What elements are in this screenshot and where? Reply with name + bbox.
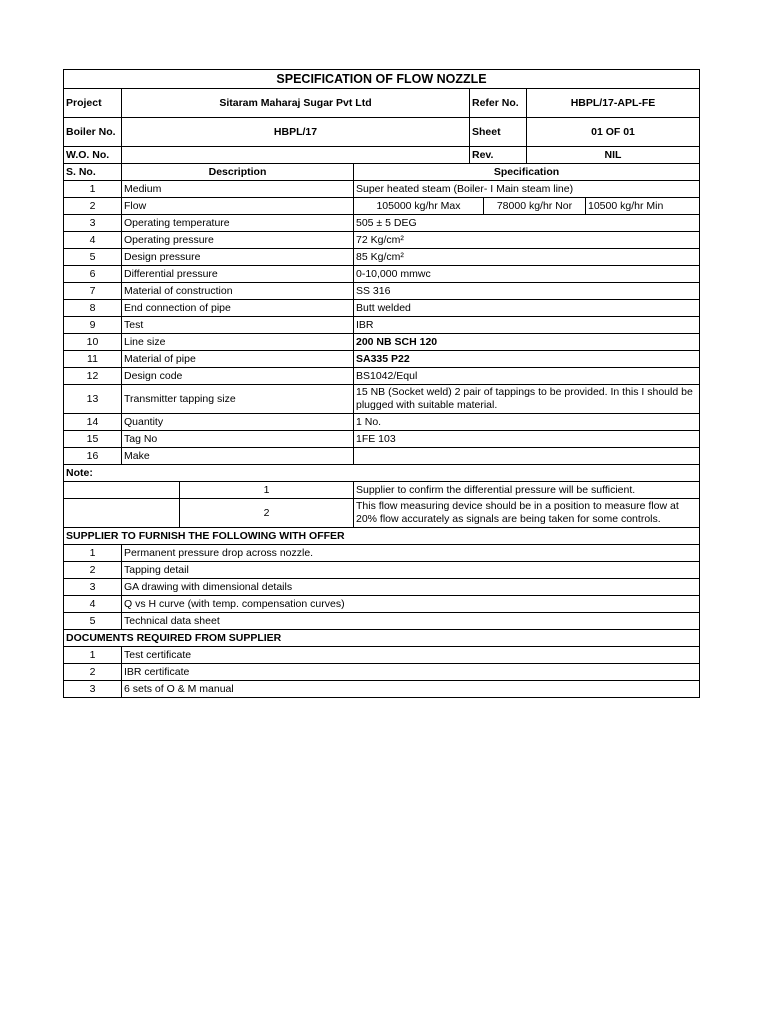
spec-row-value: BS1042/Equl xyxy=(354,368,700,385)
spec-row xyxy=(64,232,700,249)
spec-row-number: 14 xyxy=(64,414,122,431)
supplier-furnish-item-text: Technical data sheet xyxy=(122,613,700,630)
spec-row-description: Tag No xyxy=(122,431,354,448)
spec-row-value: 72 Kg/cm² xyxy=(354,232,700,249)
spec-row-value: 1FE 103 xyxy=(354,431,700,448)
spec-table xyxy=(63,69,700,698)
spec-row-description: Quantity xyxy=(122,414,354,431)
documents-required-item-text: Test certificate xyxy=(122,647,700,664)
wo-value xyxy=(122,147,470,164)
note-text: This flow measuring device should be in a position to measure flow at 20% flow accurately as signals are being taken for some controls. xyxy=(354,499,700,528)
spec-row-description: Differential pressure xyxy=(122,266,354,283)
rev-label: Rev. xyxy=(470,147,527,164)
spec-row-number: 12 xyxy=(64,368,122,385)
note-text: Supplier to confirm the differential pressure will be sufficient. xyxy=(354,482,700,499)
spec-row-value: SA335 P22 xyxy=(354,351,700,368)
supplier-furnish-item-text: Tapping detail xyxy=(122,562,700,579)
notes-label: Note: xyxy=(64,465,700,482)
column-header-specification: Specification xyxy=(354,164,700,181)
refer-label: Refer No. xyxy=(470,89,527,118)
supplier-furnish-heading-row xyxy=(64,528,700,545)
spec-row-description: Transmitter tapping size xyxy=(122,385,354,414)
note-spacer xyxy=(64,499,180,528)
rev-value: NIL xyxy=(527,147,700,164)
spec-row-number: 3 xyxy=(64,215,122,232)
documents-required-item-number: 2 xyxy=(64,664,122,681)
flow-values-group xyxy=(354,198,699,214)
documents-required-item-number: 3 xyxy=(64,681,122,698)
supplier-furnish-item xyxy=(64,613,700,630)
spec-row-value: 85 Kg/cm² xyxy=(354,249,700,266)
document-title: SPECIFICATION OF FLOW NOZZLE xyxy=(64,70,700,89)
note-number: 2 xyxy=(180,499,354,528)
spec-row-description: Test xyxy=(122,317,354,334)
supplier-furnish-item-text: Q vs H curve (with temp. compensation curves) xyxy=(122,596,700,613)
supplier-furnish-item-text: Permanent pressure drop across nozzle. xyxy=(122,545,700,562)
spec-row-number: 16 xyxy=(64,448,122,465)
supplier-furnish-item xyxy=(64,562,700,579)
spec-row xyxy=(64,414,700,431)
wo-label: W.O. No. xyxy=(64,147,122,164)
spec-row-description: Make xyxy=(122,448,354,465)
spec-row-description: Material of construction xyxy=(122,283,354,300)
documents-required-item-text: IBR certificate xyxy=(122,664,700,681)
sheet-label: Sheet xyxy=(470,118,527,147)
spec-row-value: 1 No. xyxy=(354,414,700,431)
documents-required-item xyxy=(64,664,700,681)
spec-row-value: SS 316 xyxy=(354,283,700,300)
spec-row xyxy=(64,266,700,283)
spec-sheet xyxy=(63,69,699,698)
documents-required-item xyxy=(64,681,700,698)
project-value: Sitaram Maharaj Sugar Pvt Ltd xyxy=(122,89,470,118)
spec-row xyxy=(64,448,700,465)
supplier-furnish-item xyxy=(64,545,700,562)
spec-row xyxy=(64,283,700,300)
documents-required-item xyxy=(64,647,700,664)
supplier-furnish-item-number: 3 xyxy=(64,579,122,596)
spec-row-description: Medium xyxy=(122,181,354,198)
spec-row-number: 10 xyxy=(64,334,122,351)
spec-row xyxy=(64,317,700,334)
note-number: 1 xyxy=(180,482,354,499)
spec-row xyxy=(64,249,700,266)
spec-row-value: 200 NB SCH 120 xyxy=(354,334,700,351)
note-row xyxy=(64,482,700,499)
spec-row-description: Operating temperature xyxy=(122,215,354,232)
spec-row xyxy=(64,300,700,317)
spec-row-number: 8 xyxy=(64,300,122,317)
flow-values xyxy=(354,198,700,215)
supplier-furnish-heading: SUPPLIER TO FURNISH THE FOLLOWING WITH OFFER xyxy=(64,528,700,545)
supplier-furnish-item xyxy=(64,596,700,613)
spec-row-number: 13 xyxy=(64,385,122,414)
spec-row-description: Design code xyxy=(122,368,354,385)
spec-row-value: 0-10,000 mmwc xyxy=(354,266,700,283)
spec-row-description: End connection of pipe xyxy=(122,300,354,317)
documents-required-heading: DOCUMENTS REQUIRED FROM SUPPLIER xyxy=(64,630,700,647)
note-row xyxy=(64,499,700,528)
supplier-furnish-item-number: 1 xyxy=(64,545,122,562)
spec-row-number: 6 xyxy=(64,266,122,283)
supplier-furnish-item-number: 4 xyxy=(64,596,122,613)
spec-row-number: 9 xyxy=(64,317,122,334)
documents-required-item-number: 1 xyxy=(64,647,122,664)
spec-row-number: 4 xyxy=(64,232,122,249)
spec-row-number: 11 xyxy=(64,351,122,368)
spec-row-value: Butt welded xyxy=(354,300,700,317)
spec-row xyxy=(64,431,700,448)
spec-row xyxy=(64,351,700,368)
spec-row-description: Material of pipe xyxy=(122,351,354,368)
spec-row-number: 1 xyxy=(64,181,122,198)
note-spacer xyxy=(64,482,180,499)
spec-row xyxy=(64,215,700,232)
spec-row-value: Super heated steam (Boiler- I Main steam line) xyxy=(354,181,700,198)
spec-row-number: 7 xyxy=(64,283,122,300)
spec-row xyxy=(64,181,700,198)
spec-row xyxy=(64,385,700,414)
spec-row-value: 505 ± 5 DEG xyxy=(354,215,700,232)
spec-row-number: 5 xyxy=(64,249,122,266)
notes-label-row xyxy=(64,465,700,482)
spec-row-value xyxy=(354,448,700,465)
spec-row xyxy=(64,368,700,385)
refer-value: HBPL/17-APL-FE xyxy=(527,89,700,118)
flow-max: 105000 kg/hr Max xyxy=(354,198,484,214)
sheet-value: 01 OF 01 xyxy=(527,118,700,147)
boiler-label: Boiler No. xyxy=(64,118,122,147)
documents-required-item-text: 6 sets of O & M manual xyxy=(122,681,700,698)
spec-row-value: IBR xyxy=(354,317,700,334)
project-label: Project xyxy=(64,89,122,118)
supplier-furnish-item-text: GA drawing with dimensional details xyxy=(122,579,700,596)
spec-row-description: Flow xyxy=(122,198,354,215)
supplier-furnish-item-number: 2 xyxy=(64,562,122,579)
spec-row-description: Line size xyxy=(122,334,354,351)
supplier-furnish-item-number: 5 xyxy=(64,613,122,630)
spec-row xyxy=(64,334,700,351)
spec-row-number: 2 xyxy=(64,198,122,215)
spec-row-description: Operating pressure xyxy=(122,232,354,249)
flow-normal: 78000 kg/hr Nor xyxy=(484,198,586,214)
boiler-value: HBPL/17 xyxy=(122,118,470,147)
documents-required-heading-row xyxy=(64,630,700,647)
supplier-furnish-item xyxy=(64,579,700,596)
spec-row-value: 15 NB (Socket weld) 2 pair of tappings to be provided. In this I should be plugged with suitable material. xyxy=(354,385,700,414)
spec-row xyxy=(64,198,700,215)
spec-row-number: 15 xyxy=(64,431,122,448)
spec-row-description: Design pressure xyxy=(122,249,354,266)
flow-min: 10500 kg/hr Min xyxy=(588,200,664,212)
column-header-description: Description xyxy=(122,164,354,181)
column-header-sno: S. No. xyxy=(64,164,122,181)
